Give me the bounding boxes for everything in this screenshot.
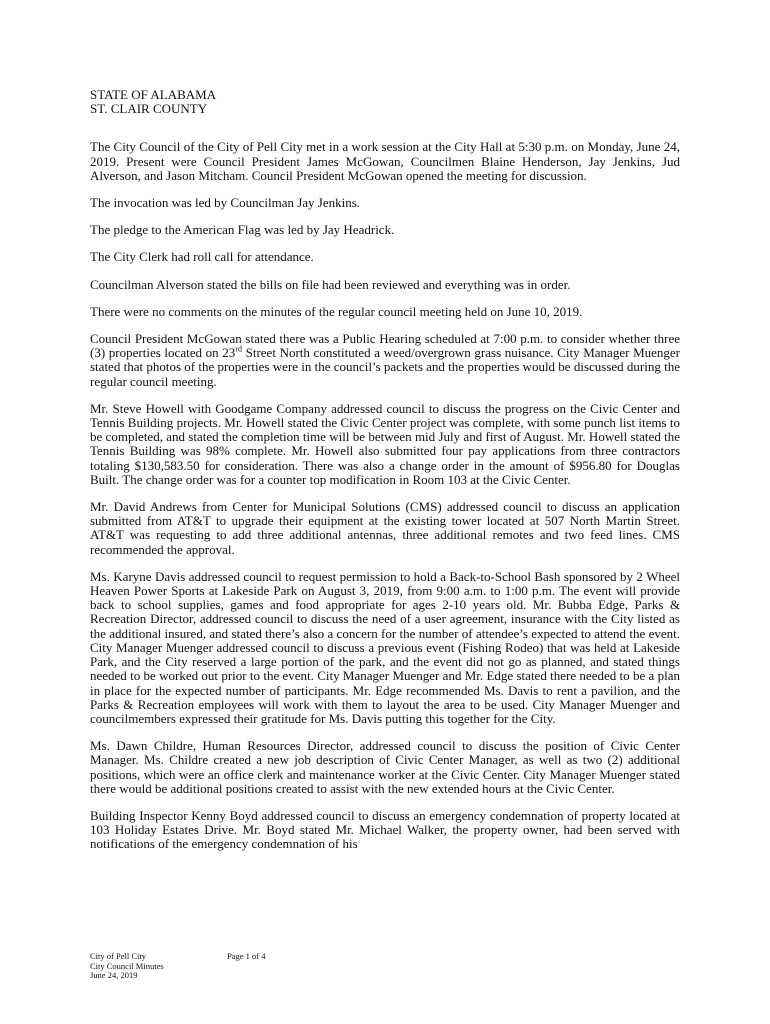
paragraph-bills: Councilman Alverson stated the bills on file had been reviewed and everything was in order. bbox=[90, 276, 571, 292]
paragraph-back-to-school: Ms. Karyne Davis addressed council to request permission to hold a Back-to-School Bash sponsored by 2 Wheel Heaven Power Sports at Lakeside Park on August 3, 2019, from 9:00 a.m. to 1:00 p.m. The event will provide back to school supplies, games and food appropriate for ages 2-10 years old. Mr. Bubba Edge, Parks & Recreation Director, addressed council to discuss the need of a user agreement, insurance with the City listed as the additional insured, and stated there’s also a concern for the number of attendee’s expected to attend the event. City Manager Muenger addressed council to discuss a previous event (Fishing Rodeo) that was held at Lakeside Park, and the City reserved a large portion of the park, and the event did not go as planned, and stated things needed to be worked out prior to the event. City Manager Muenger and Mr. Edge stated there needed to be a plan in place for the expected number of participants. Mr. Edge recommended Ms. Davis to rent a pavilion, and the Parks & Recreation employees will work with them to layout the area to be used. City Manager Muenger and councilmembers expressed their gratitude for Ms. Davis putting this together for the City. bbox=[90, 568, 680, 726]
paragraph-att-tower: Mr. David Andrews from Center for Municipal Solutions (CMS) addressed council to discuss an application submitted from AT&T to upgrade their equipment at the existing tower located at 507 North Martin Street. AT&T was requesting to add three additional antennas, three additional remotes and two feed lines. CMS recommended the approval. bbox=[90, 499, 680, 557]
document-heading bbox=[90, 88, 680, 116]
footer-date: June 24, 2019 bbox=[90, 970, 138, 981]
paragraph-condemnation: Building Inspector Kenny Boyd addressed council to discuss an emergency condemnation of property located at 103 Holiday Estates Drive. Mr. Boyd stated Mr. Michael Walker, the property owner, had been served with notifications of the emergency condemnation of his bbox=[90, 807, 680, 852]
public-hearing-text-a: Council President McGowan stated there was a Public Hearing scheduled at 7:00 p.m. to consider whether three (3) properties located on 23 bbox=[90, 331, 680, 361]
document-body bbox=[90, 88, 680, 865]
paragraph-roll-call: The City Clerk had roll call for attendance. bbox=[90, 249, 314, 265]
paragraph-civic-center-manager: Ms. Dawn Childre, Human Resources Director, addressed council to discuss the position of Civic Center Manager. Ms. Childre created a new job description of Civic Center Manager, as well as two (2) additional positions, which were an office clerk and maintenance worker at the Civic Center. City Manager Muenger stated there would be additional positions created to assist with the new extended hours at the Civic Center. bbox=[90, 738, 680, 796]
county-heading: ST. CLAIR COUNTY bbox=[90, 101, 208, 117]
ordinal-superscript: rd bbox=[235, 344, 242, 354]
paragraph-civic-center-progress: Mr. Steve Howell with Goodgame Company addressed council to discuss the progress on the Civic Center and Tennis Building projects. Mr. Howell stated the Civic Center project was complete, with some punch list items to be completed, and stated the completion time will be between mid July and first of August. Mr. Howell stated the Tennis Building was 98% complete. Mr. Howell also submitted four pay applications from three contractors totaling $130,583.50 for consideration. There was also a change order in the amount of $956.80 for Douglas Built. The change order was for a counter top modification in Room 103 at the Civic Center. bbox=[90, 400, 680, 487]
paragraph-pledge: The pledge to the American Flag was led by Jay Headrick. bbox=[90, 222, 395, 238]
footer-page-number: Page 1 of 4 bbox=[227, 951, 266, 961]
paragraph-invocation: The invocation was led by Councilman Jay Jenkins. bbox=[90, 195, 361, 211]
footer-city: City of Pell City bbox=[90, 951, 146, 961]
footer-document-title: City Council Minutes bbox=[90, 960, 164, 971]
paragraph-meeting-opening: The City Council of the City of Pell City met in a work session at the City Hall at 5:30 p.m. on Monday, June 24, 2019. Present were Council President James McGowan, Councilmen Blaine Henderson, Jay Jenkins, Jud Alverson, and Jason Mitcham. Council President McGowan opened the meeting for discussion. bbox=[90, 139, 680, 183]
paragraph-minutes: There were no comments on the minutes of the regular council meeting held on June 10, 2019. bbox=[90, 303, 583, 319]
public-hearing-text-b: Street North constituted a weed/overgrown grass nuisance. City Manager Muenger stated that photos of the properties were in the council’s packets and the properties would be discussed during the regular council meeting. bbox=[90, 345, 680, 389]
page-footer bbox=[90, 952, 390, 981]
state-heading: STATE OF ALABAMA bbox=[90, 87, 217, 102]
paragraph-public-hearing bbox=[90, 332, 680, 389]
